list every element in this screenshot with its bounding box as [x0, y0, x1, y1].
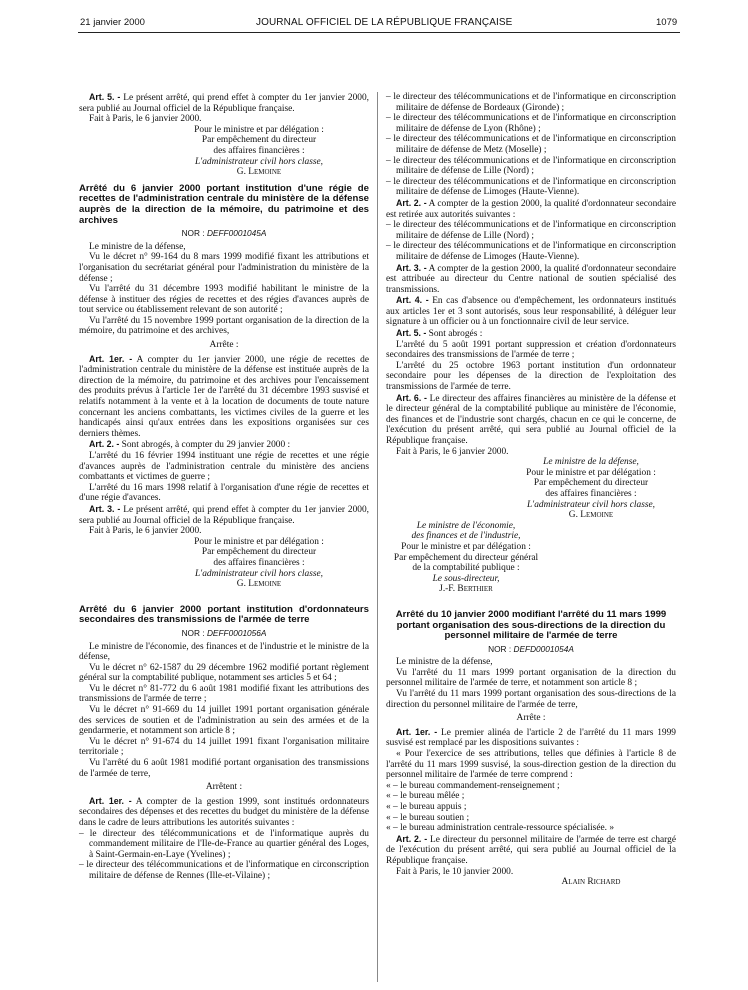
- paragraph: Vu le décret n° 91-674 du 14 juillet 1991 fixant l'organisation militaire territoriale ;: [79, 736, 369, 758]
- signatory-name: J.-F. Berthier: [439, 584, 493, 595]
- nor-prefix: NOR :: [181, 627, 205, 638]
- signature-line: des affaires financières :: [213, 557, 305, 568]
- left-column: [79, 92, 369, 882]
- article-label: Art. 1er. -: [89, 795, 132, 806]
- list-item: – le directeur des télécommunications et de l'informatique auprès du commandement militaire de l'Ile-de-France au quartier général des Loges, à Saint-Germain-en-Laye (Yvelines) ;: [79, 828, 369, 860]
- arrete-heading: Arrête :: [516, 713, 546, 724]
- signature-line: Par empêchement du directeur: [201, 547, 317, 558]
- article-label: Art. 4. -: [396, 295, 429, 306]
- decree-title: Arrêté du 10 janvier 2000 modifiant l'arrêté du 11 mars 1999 portant organisation des sous-directions de la direction du personnel militaire de l'armée de terre: [395, 608, 667, 642]
- paragraph: [79, 354, 369, 440]
- paragraph: [386, 834, 676, 867]
- signature-line: des affaires financières :: [545, 488, 637, 499]
- signature-line: Par empêchement du directeur: [201, 135, 317, 146]
- signature-place-date: Fait à Paris, le 6 janvier 2000.: [89, 526, 202, 537]
- signature-line: Pour le ministre et par délégation :: [401, 541, 531, 552]
- signature-block: [79, 125, 369, 178]
- article-label: Art. 5. -: [89, 92, 121, 102]
- paragraph: Vu le décret n° 62-1587 du 29 décembre 1962 modifié portant règlement général sur la comptabilité publique, notamment ses articles 5 et 64 ;: [79, 662, 369, 684]
- article-text: Sont abrogés, à compter du 29 janvier 2000 :: [121, 440, 291, 451]
- signature-place-date: Fait à Paris, le 10 janvier 2000.: [396, 866, 514, 877]
- nor-code: DEFD0001054A: [513, 643, 574, 654]
- article-label: Art. 5. -: [396, 328, 427, 339]
- nor-code: DEFF0001056A: [206, 627, 267, 638]
- article-text: A compter du 1er janvier 2000, une régie de recettes de l'administration centrale du ministère de la défense est instituée auprès de la direction de la mémoire, du patrimoine et des archives pour l'encaissement des produits prévus à l'article 1er de l'arrêté du 31 décembre 1993 susvisé et relatifs notamment à la vente et à la location de documents de toute nature concernant les anciens combattants, les victimes civiles de la guerre et les handicapés ainsi qu'aux entrées dans les expositions organisées sur ces derniers thèmes.: [79, 354, 370, 439]
- paragraph: [79, 504, 369, 526]
- article-label: Art. 1er. -: [89, 353, 133, 364]
- article-text: A compter de la gestion 2000, la qualité d'ordonnateur secondaire est attribuée au directeur du Centre national de soutien spécialisé des transmissions.: [386, 263, 676, 295]
- list-item: – le directeur des télécommunications et de l'informatique en circonscription militaire de défense de Metz (Moselle) ;: [386, 134, 676, 155]
- signature-line: Pour le ministre et par délégation :: [194, 124, 324, 135]
- list-item: – le directeur des télécommunications et de l'informatique en circonscription militaire de défense de Lille (Nord) ;: [386, 155, 676, 177]
- signature-title: Le ministre de la défense,: [543, 457, 639, 468]
- signature-title: Le ministre de l'économie,: [416, 520, 516, 531]
- signature-place-date: Fait à Paris, le 6 janvier 2000.: [89, 114, 202, 125]
- paragraph: Vu l'arrêté du 31 décembre 1993 modifié habilitant le ministre de la défense à instituer des régies de recettes et des régies d'avances auprès de tout service ou établissement relevant de son autorité ;: [79, 284, 369, 316]
- article-label: Art. 3. -: [89, 503, 121, 514]
- paragraph: L'arrêté du 16 mars 1998 relatif à l'organisation d'une régie de recettes et d'une régie d'avances.: [79, 482, 369, 504]
- paragraph: [386, 393, 676, 447]
- paragraph: Le ministre de la défense,: [89, 241, 186, 252]
- right-column: [386, 92, 676, 888]
- signature-title: L'administrateur civil hors classe,: [526, 499, 656, 510]
- signatory-name: Alain Richard: [561, 877, 621, 888]
- list-item: « – le bureau administration centrale-ressource spécialisée. »: [386, 823, 615, 834]
- paragraph: [79, 796, 369, 829]
- signatory-name: G. Lemoine: [568, 510, 614, 521]
- paragraph: L'arrêté du 16 février 1994 instituant une régie de recettes et une régie d'avances auprès de l'administration centrale du ministère des anciens combattants et victimes de guerre ;: [79, 451, 369, 483]
- signature-line: Par empêchement du directeur: [533, 478, 649, 489]
- article-text: Le directeur des affaires financières au ministère de la défense et le directeur général de la comptabilité publique au ministère de l'économie, des finances et de l'industrie sont chargés, chacun en ce qui le concerne, de l'exécution du présent arrêté, qui sera publié au Journal officiel de la République française.: [386, 393, 676, 446]
- nor-prefix: NOR :: [181, 228, 205, 239]
- header-rule: [78, 32, 680, 33]
- signature-line: de la comptabilité publique :: [412, 563, 520, 574]
- decree-title: Arrêté du 6 janvier 2000 portant institution d'une régie de recettes de l'administration centrale du ministère de la défense auprès de la direction de la mémoire, du patrimoine et des archives: [79, 182, 369, 226]
- article-text: Le présent arrêté, qui prend effet à compter du 1er janvier 2000, sera publié au Journal officiel de la République française.: [79, 504, 370, 526]
- paragraph: [79, 439, 369, 451]
- header-title: JOURNAL OFFICIEL DE LA RÉPUBLIQUE FRANÇAISE: [256, 17, 513, 28]
- article-text: A compter de la gestion 2000, la qualité d'ordonnateur secondaire est retirée aux autorités suivantes :: [386, 198, 676, 220]
- header-page-number: 1079: [656, 17, 678, 28]
- article-label: Art. 2. -: [89, 439, 120, 450]
- article-text: En cas d'absence ou d'empêchement, les ordonnateurs institués aux articles 1er et 3 sont autorisés, sous leur responsabilité, à déléguer leur signature à un officier ou à un fonctionnaire civil de leur service.: [386, 296, 676, 328]
- nor-reference: [79, 628, 369, 639]
- article-label: Art. 1er. -: [396, 726, 438, 737]
- paragraph: Vu le décret n° 91-669 du 14 juillet 1991 portant organisation générale des services de soutien et de l'administration au sein des armées et de la gendarmerie, et notamment son article 8 ;: [79, 705, 369, 737]
- article-text: A compter de la gestion 1999, sont institués ordonnateurs secondaires des dépenses et des recettes du budget du ministère de la défense dans le cadre de leurs attributions les autorités suivantes :: [79, 796, 369, 828]
- paragraph: L'arrêté du 5 août 1991 portant suppression et création d'ordonnateurs secondaires des transmissions de l'armée de terre ;: [386, 339, 676, 361]
- list-item: « – le bureau mêlée ;: [386, 791, 465, 802]
- nor-code: DEFF0001045A: [206, 228, 267, 239]
- nor-reference: [386, 644, 676, 655]
- signatory-name: G. Lemoine: [236, 579, 282, 590]
- paragraph: Vu l'arrêté du 15 novembre 1999 portant organisation de la direction de la mémoire, du patrimoine et des archives,: [79, 315, 369, 337]
- article-label: Art. 2. -: [396, 197, 427, 208]
- article-text: Le présent arrêté, qui prend effet à compter du 1er janvier 2000, sera publié au Journal officiel de la République française.: [79, 93, 370, 114]
- signature-line: Par empêchement du directeur général: [393, 552, 539, 563]
- nor-prefix: NOR :: [488, 643, 512, 654]
- paragraph: Vu l'arrêté du 11 mars 1999 portant organisation de la direction du personnel militaire de l'armée de terre, et notamment son article 8 ;: [386, 667, 676, 689]
- signature-place-date: Fait à Paris, le 6 janvier 2000.: [396, 446, 509, 457]
- list-item: – le directeur des télécommunications et de l'informatique en circonscription militaire de défense de Limoges (Haute-Vienne).: [386, 241, 676, 262]
- list-item: « – le bureau soutien ;: [386, 812, 470, 823]
- list-item: « – le bureau commandement-renseignement ;: [386, 780, 560, 791]
- signature-title: des finances et de l'industrie,: [411, 531, 521, 542]
- signature-title: L'administrateur civil hors classe,: [194, 156, 324, 167]
- signature-block: [386, 521, 676, 595]
- article-label: Art. 2. -: [396, 833, 428, 844]
- header-date: 21 janvier 2000: [80, 17, 145, 28]
- article-text: Le premier alinéa de l'article 2 de l'arrêté du 11 mars 1999 susvisé est remplacé par les dispositions suivantes :: [386, 727, 676, 749]
- column-divider: [377, 92, 378, 982]
- paragraph: L'arrêté du 25 octobre 1963 portant institution d'un ordonnateur secondaire pour les dépenses de la direction de l'exploitation des transmissions de l'armée de terre.: [386, 360, 676, 393]
- nor-reference: [79, 228, 369, 239]
- list-item: – le directeur des télécommunications et de l'informatique en circonscription militaire de défense de Rennes (Ille-et-Vilaine) ;: [79, 860, 369, 881]
- article-text: Le directeur du personnel militaire de l'armée de terre est chargé de l'exécution du présent arrêté, qui sera publié au Journal officiel de la République française.: [386, 834, 676, 866]
- paragraph: [79, 92, 369, 114]
- arrete-heading: Arrête :: [209, 340, 239, 351]
- signature-block: [386, 457, 676, 521]
- list-item: – le directeur des télécommunications et de l'informatique en circonscription militaire de défense de Lille (Nord) ;: [386, 220, 676, 241]
- paragraph: [386, 198, 676, 220]
- list-item: – le directeur des télécommunications et de l'informatique en circonscription militaire de défense de Bordeaux (Gironde) ;: [386, 92, 676, 113]
- article-text: Sont abrogés :: [428, 329, 483, 340]
- paragraph: [386, 727, 676, 749]
- paragraph: Vu le décret n° 99-164 du 8 mars 1999 modifié fixant les attributions et l'organisation du secrétariat général pour l'administration du ministère de la défense ;: [79, 252, 369, 284]
- signature-line: des affaires financières :: [213, 145, 305, 156]
- signature-block: [79, 537, 369, 590]
- paragraph: Le ministre de la défense,: [396, 657, 493, 668]
- decree-title: Arrêté du 6 janvier 2000 portant institution d'ordonnateurs secondaires des transmissions de l'armée de terre: [79, 603, 369, 626]
- paragraph: Vu l'arrêté du 11 mars 1999 portant organisation des sous-directions de la direction du personnel militaire de l'armée de terre,: [386, 689, 676, 710]
- list-item: – le directeur des télécommunications et de l'informatique en circonscription militaire de défense de Limoges (Haute-Vienne).: [386, 176, 676, 198]
- paragraph: Vu le décret n° 81-772 du 6 août 1981 modifié fixant les attributions des transmissions de l'armée de terre ;: [79, 683, 369, 705]
- signature-line: Pour le ministre et par délégation :: [526, 467, 656, 478]
- article-label: Art. 6. -: [396, 392, 427, 403]
- paragraph: Le ministre de l'économie, des finances et de l'industrie et le ministre de la défense,: [79, 641, 369, 663]
- paragraph: [386, 263, 676, 296]
- page-header: [0, 0, 748, 40]
- signature-line: Pour le ministre et par délégation :: [194, 536, 324, 547]
- paragraph: Vu l'arrêté du 6 août 1981 modifié portant organisation des transmissions de l'armée de terre,: [79, 758, 369, 779]
- list-item: « – le bureau appuis ;: [386, 802, 467, 812]
- paragraph: [386, 295, 676, 328]
- signature-title: L'administrateur civil hors classe,: [194, 568, 324, 579]
- list-item: – le directeur des télécommunications et de l'informatique en circonscription militaire de défense de Lyon (Rhône) ;: [386, 113, 676, 134]
- article-label: Art. 3. -: [396, 262, 427, 273]
- paragraph: « Pour l'exercice de ses attributions, telles que définies à l'article 8 de l'arrêté du 11 mars 1999 susvisé, la sous-direction gestion de la direction du personnel militaire de l'armée de terre comprend :: [386, 749, 676, 781]
- signature-title: Le sous-directeur,: [432, 573, 500, 584]
- paragraph: [386, 328, 676, 340]
- arrete-heading: Arrêtent :: [205, 782, 243, 793]
- signatory-name: G. Lemoine: [236, 167, 282, 178]
